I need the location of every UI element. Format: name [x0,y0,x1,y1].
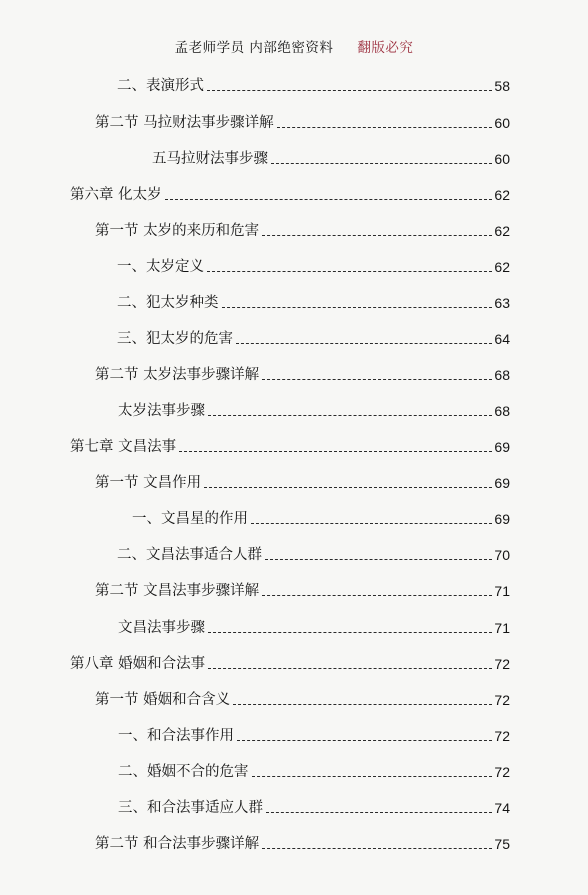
toc-leader [252,776,493,777]
toc-leader [208,632,492,633]
toc-entry [95,365,510,385]
toc-entry [118,401,510,421]
toc-entry-label: 第二节 和合法事步骤详解 [95,836,260,852]
toc-entry-label: 二、犯太岁种类 [117,295,219,311]
toc-entry [117,545,510,565]
toc-entry-page: 72 [494,764,510,780]
toc-entry-page: 64 [494,331,510,347]
toc-leader [262,379,492,380]
toc-entry-page: 62 [494,223,510,239]
toc-entry-label: 一、文昌星的作用 [132,511,248,527]
toc-leader [204,487,492,488]
toc-entry-label: 三、和合法事适应人群 [118,800,263,816]
toc-entry [95,690,510,710]
toc-entry-page: 68 [494,403,510,419]
toc-entry [95,221,510,241]
toc-entry [117,293,510,313]
page-header [0,36,588,56]
toc-entry-label: 第六章 化太岁 [70,187,162,203]
toc-entry-page: 69 [494,475,510,491]
toc-entry-page: 71 [494,583,510,599]
toc-leader [222,307,493,308]
toc-entry-label: 第一节 太岁的来历和危害 [95,223,260,239]
toc-entry-label: 第二节 太岁法事步骤详解 [95,367,260,383]
toc-leader [165,199,493,200]
toc-entry-label: 第二节 马拉财法事步骤详解 [95,115,274,131]
toc-entry-label: 太岁法事步骤 [118,403,205,419]
toc-entry-label: 第一节 文昌作用 [95,475,202,491]
toc-entry [70,654,510,674]
toc-entry [117,329,510,349]
toc-leader [265,559,492,560]
toc-entry-page: 60 [494,151,510,167]
toc-entry [118,726,510,746]
toc-entry-page: 72 [494,656,510,672]
toc-entry-label: 第七章 文昌法事 [70,439,177,455]
toc-leader [207,271,492,272]
toc-entry [95,113,510,133]
toc-entry [118,798,510,818]
toc-entry-page: 72 [494,728,510,744]
toc-entry-page: 74 [494,800,510,816]
toc-leader [277,127,493,128]
toc-entry-label: 文昌法事步骤 [118,620,205,636]
toc-leader [262,848,492,849]
toc-entry-page: 75 [494,836,510,852]
toc-leader [208,415,492,416]
toc-leader [262,235,492,236]
toc-entry-page: 71 [494,620,510,636]
toc-entry [117,257,510,277]
toc-entry [70,437,510,457]
toc-entry-page: 62 [494,259,510,275]
toc-entry [95,473,510,493]
toc-entry-page: 60 [494,115,510,131]
toc-entry-label: 三、犯太岁的危害 [117,331,233,347]
header-stamp: 翻版必究 [357,40,414,56]
toc-entry [95,834,510,854]
toc-leader [237,740,492,741]
toc-entry-label: 一、和合法事作用 [118,728,234,744]
toc-leader [233,704,492,705]
toc-leader [207,90,492,91]
toc-entry-label: 二、表演形式 [117,78,204,94]
toc-leader [208,668,492,669]
toc-entry-label: 二、文昌法事适合人群 [117,547,262,563]
toc-entry-page: 63 [494,295,510,311]
header-text: 孟老师学员 内部绝密资料 [174,40,334,56]
toc-entry [117,76,510,96]
toc-leader [251,523,492,524]
toc-leader [271,163,492,164]
toc-entry [70,185,510,205]
toc-entry-page: 62 [494,187,510,203]
toc-entry-label: 第八章 婚姻和合法事 [70,656,206,672]
toc-entry-page: 70 [494,547,510,563]
toc-leader [262,595,492,596]
toc-entry-page: 68 [494,367,510,383]
toc-entry-label: 五马拉财法事步骤 [152,151,268,167]
toc-entry-label: 第一节 婚姻和合含义 [95,692,231,708]
toc-entry [95,581,510,601]
toc-entry [132,509,510,529]
toc-entry-page: 72 [494,692,510,708]
toc-leader [179,451,492,452]
toc-entry-label: 第二节 文昌法事步骤详解 [95,583,260,599]
toc-entry-page: 69 [494,511,510,527]
toc-leader [266,812,492,813]
toc-entry-label: 一、太岁定义 [117,259,204,275]
toc-entry-page: 58 [494,78,510,94]
toc-entry [118,618,510,638]
toc-entry-page: 69 [494,439,510,455]
toc-entry-label: 二、婚姻不合的危害 [118,764,249,780]
toc-entry [152,149,510,169]
toc-leader [236,343,492,344]
toc-entry [118,762,510,782]
